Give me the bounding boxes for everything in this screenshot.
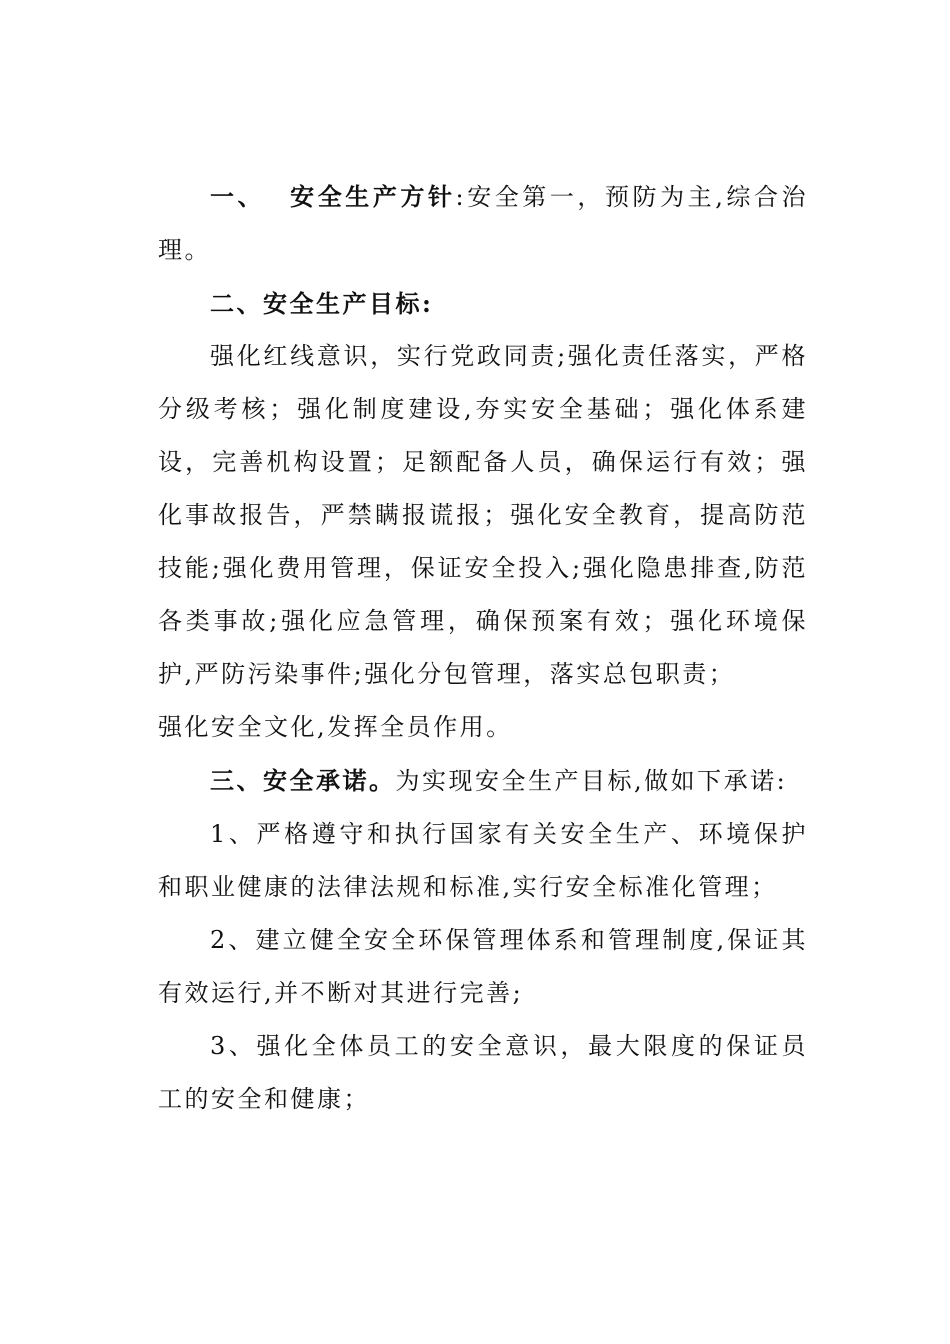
section-2-paragraph-2: 强化安全文化,发挥全员作用。 <box>158 713 513 741</box>
section-3-intro: 为实现安全生产目标,做如下承诺: <box>395 767 788 795</box>
section-1-paragraph <box>158 170 808 277</box>
section-3-paragraph <box>158 754 808 808</box>
section-1-number: 一、 <box>210 182 266 211</box>
section-2-paragraph: 强化红线意识，实行党政同责;强化责任落实，严格分级考核；强化制度建设,夯实安全基础；强化体系建设，完善机构设置；足额配备人员，确保运行有效；强化事故报告，严禁瞒报谎报；强化安全教育，提高防范技能;强化费用管理，保证安全投入;强化隐患排查,防范各类事故;强化应急管理，确保预案有效；强化环境保护,严防污染事件;强化分包管理，落实总包职责； <box>158 342 808 688</box>
section-1-title: 安全生产方针 <box>289 182 456 211</box>
commitment-item-3: 3、强化全体员工的安全意识，最大限度的保证员工的安全和健康； <box>158 1032 808 1113</box>
document-page <box>158 170 808 1126</box>
commitment-item-2: 2、建立健全安全环保管理体系和管理制度,保证其有效运行,并不断对其进行完善; <box>158 926 808 1007</box>
section-2-title: 二、安全生产目标: <box>210 289 434 318</box>
section-1-text: :安全第一，预防为主,综合治理。 <box>158 183 809 264</box>
commitment-item-1: 1、严格遵守和执行国家有关安全生产、环境保护和职业健康的法律法规和标准,实行安全标准化管理； <box>158 820 808 901</box>
section-3-title: 三、安全承诺。 <box>210 766 396 795</box>
